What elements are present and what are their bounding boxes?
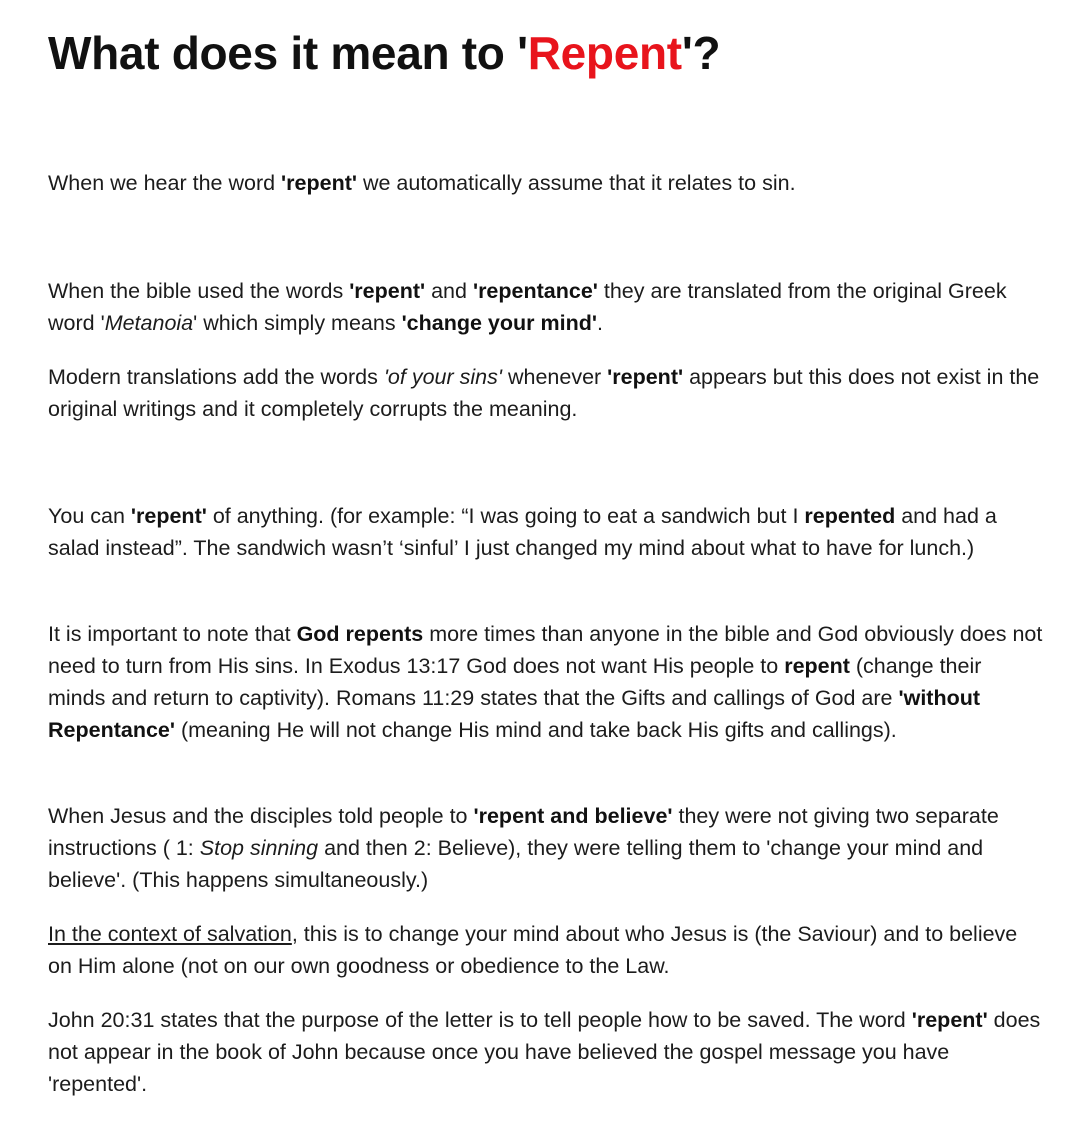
title-prefix: What does it mean to ' bbox=[48, 27, 528, 79]
paragraph-modern-translations: Modern translations add the words 'of your sins' whenever 'repent' appears but this does not exist in the original writings and it completely corrupts the meaning. bbox=[48, 365, 1040, 421]
title-highlight-word: Repent bbox=[527, 27, 682, 79]
paragraph-sandwich-example: You can 'repent' of anything. (for example: “I was going to eat a sandwich but I repented and had a salad instead”. The sandwich wasn’t ‘sinful’ I just changed my mind about what to have for lunch.) bbox=[48, 504, 997, 560]
paragraph-john-20-31: John 20:31 states that the purpose of the letter is to tell people how to be saved. The word 'repent' does not appear in the book of John because once you have believed the gospel message you have 'repented'. bbox=[48, 1008, 1041, 1096]
paragraph-salvation-context: In the context of salvation, this is to change your mind about who Jesus is (the Saviour) and to believe on Him alone (not on our own goodness or obedience to the Law. bbox=[48, 922, 1018, 978]
page-title bbox=[48, 26, 720, 80]
paragraph-greek-meaning: When the bible used the words 'repent' and 'repentance' they are translated from the original Greek word 'Metanoia' which simply means 'change your mind'. bbox=[48, 279, 1007, 335]
paragraph-god-repents: It is important to note that God repents more times than anyone in the bible and God obviously does not need to turn from His sins. In Exodus 13:17 God does not want His people to repent (change their minds and return to captivity). Romans 11:29 states that the Gifts and callings of God are 'without Repentance' (meaning He will not change His mind and take back His gifts and callings). bbox=[48, 622, 1043, 742]
title-suffix: '? bbox=[681, 27, 721, 79]
paragraph-intro: When we hear the word 'repent' we automatically assume that it relates to sin. bbox=[48, 171, 796, 195]
paragraph-repent-and-believe: When Jesus and the disciples told people to 'repent and believe' they were not giving two separate instructions ( 1: Stop sinning and then 2: Believe), they were telling them to 'change your mind and believe'. (This happens simultaneously.) bbox=[48, 804, 999, 892]
